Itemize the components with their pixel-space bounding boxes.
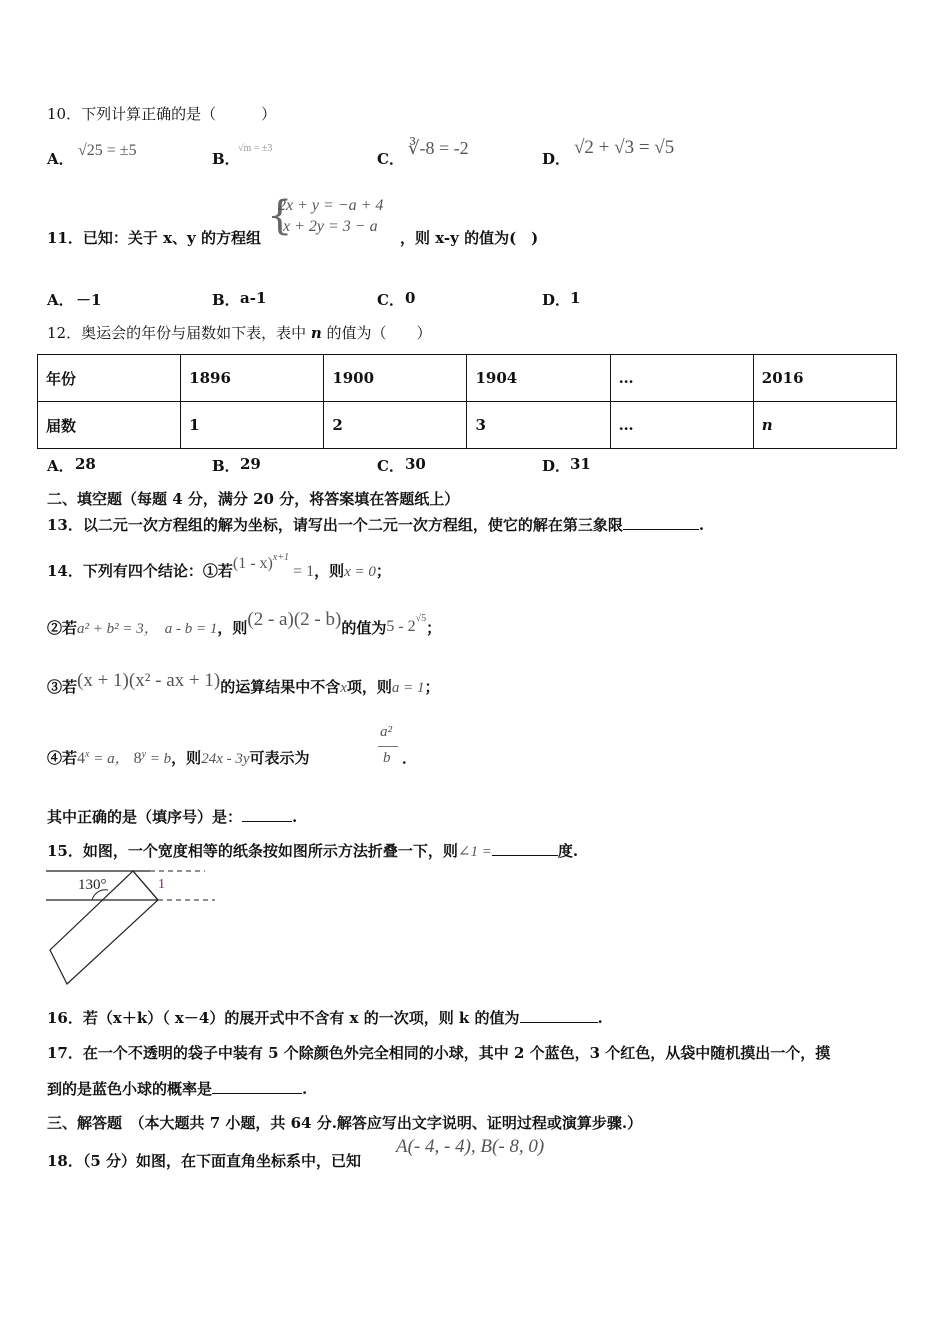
- table-cell: 1: [181, 402, 324, 449]
- q10-option-c-label: C．: [377, 150, 404, 168]
- q15-text: 15．如图，一个宽度相等的纸条按如图所示方法折叠一下，则∠1 = 度.: [47, 842, 579, 860]
- table-cell: 年份: [38, 355, 181, 402]
- q11-stem-pre: 11．已知：关于 x、y 的方程组: [47, 229, 261, 247]
- q14-blank: [242, 807, 292, 822]
- q12-option-d-label: D．: [542, 457, 571, 475]
- q12-option-b-text: 29: [240, 455, 261, 473]
- q10-option-a-math: √25 = ±5: [78, 142, 137, 159]
- q18-text: 18．（5 分）如图，在下面直角坐标系中，已知: [47, 1152, 362, 1170]
- table-cell: 1900: [324, 355, 467, 402]
- q18-points-math: A(- 4, - 4), B(- 8, 0): [396, 1136, 545, 1157]
- table-cell: 1896: [181, 355, 324, 402]
- q14-answer: 其中正确的是（填序号）是： .: [47, 808, 298, 826]
- q10-option-b-label: B．: [212, 150, 240, 168]
- q14-fraction-denominator: b: [383, 750, 391, 766]
- section-3-heading: 三、解答题 （本大题共 7 小题，共 64 分.解答应写出文字说明、证明过程或演算步骤.）: [47, 1114, 643, 1132]
- q10-stem: 10．下列计算正确的是（ ）: [47, 105, 277, 123]
- table-row: [38, 355, 897, 402]
- q11-option-a-label: A．: [47, 291, 74, 309]
- q12-option-b-label: B．: [212, 457, 240, 475]
- q11-option-d-text: 1: [570, 289, 581, 307]
- q11-equation-2: x + 2y = 3 − a: [283, 218, 378, 235]
- q16-text: 16．若（x＋k）（ x－4）的展开式中不含有 x 的一次项，则 k 的值为 .: [47, 1009, 603, 1027]
- table-cell: 1904: [467, 355, 610, 402]
- q14-line-1: 14．下列有四个结论：①若(1 - x)$^{x+1}$ = 1，则x = 0；: [47, 552, 391, 580]
- q10-option-b-math: √m = ±3: [238, 143, 273, 154]
- table-cell: 届数: [38, 402, 181, 449]
- q11-option-c-text: 0: [405, 289, 416, 307]
- q12-option-c-label: C．: [377, 457, 404, 475]
- q12-option-a-label: A．: [47, 457, 74, 475]
- table-cell: 3: [467, 402, 610, 449]
- q13-blank: [623, 515, 699, 530]
- q17-line-2: 到的是蓝色小球的概率是 .: [47, 1080, 308, 1098]
- q12-stem: 12．奥运会的年份与届数如下表，表中 n 的值为（ ）: [47, 324, 432, 342]
- q11-system-brace: {: [267, 193, 293, 239]
- table-cell: n: [753, 402, 896, 449]
- q16-blank: [520, 1008, 598, 1023]
- q11-option-d-label: D．: [542, 291, 571, 309]
- q11-option-b-text: a-1: [240, 289, 267, 307]
- q10-option-a-label: A．: [47, 150, 74, 168]
- q10-option-c-math: ∛-8 = -2: [408, 138, 469, 158]
- q10-option-d-label: D．: [542, 150, 571, 168]
- q11-option-a-text: －1: [76, 291, 102, 309]
- q11-equation-1: 2x + y = −a + 4: [278, 197, 384, 214]
- table-cell: …: [610, 355, 753, 402]
- olympic-years-table: [37, 354, 897, 449]
- table-row: [38, 402, 897, 449]
- q11-option-c-label: C．: [377, 291, 404, 309]
- table-cell: 2: [324, 402, 467, 449]
- q14-line-3: ③若(x + 1)(x² - ax + 1)的运算结果中不含x项，则a = 1；: [47, 670, 440, 696]
- q10-option-d-math: √2 + √3 = √5: [574, 137, 675, 158]
- q17-blank: [212, 1079, 302, 1094]
- folded-paper-strip-figure: [40, 862, 220, 992]
- q14-line-2: ②若a² + b² = 3， a - b = 1，则(2 - a)(2 - b)的值为$5 - 2^{√5}$；: [47, 609, 442, 637]
- q11-option-b-label: B．: [212, 291, 240, 309]
- section-2-heading: 二、填空题（每题 4 分，满分 20 分，将答案填在答题纸上）: [47, 490, 460, 508]
- figure-angle-label: 130°: [78, 877, 107, 893]
- table-cell: 2016: [753, 355, 896, 402]
- q14-line-4: ④若$4^x = a$， $8^y = b$，则24x - 3y可表示为: [47, 749, 310, 767]
- q12-option-a-text: 28: [75, 455, 96, 473]
- q11-stem-post: ，则 x-y 的值为( ): [400, 229, 539, 247]
- q12-option-c-text: 30: [405, 455, 426, 473]
- q15-blank: [492, 841, 558, 856]
- q14-line-4-end: ．: [402, 749, 418, 767]
- table-cell: …: [610, 402, 753, 449]
- q14-fraction-numerator: a²: [380, 724, 392, 740]
- q12-option-d-text: 31: [570, 455, 591, 473]
- figure-angle-1-label: 1: [158, 877, 165, 892]
- fraction-bar: [378, 746, 398, 747]
- q17-line-1: 17．在一个不透明的袋子中装有 5 个除颜色外完全相同的小球，其中 2 个蓝色，3 个红色，从袋中随机摸出一个，摸: [47, 1044, 831, 1062]
- q13-text: 13．以二元一次方程组的解为坐标，请写出一个二元一次方程组，使它的解在第三象限 .: [47, 516, 705, 534]
